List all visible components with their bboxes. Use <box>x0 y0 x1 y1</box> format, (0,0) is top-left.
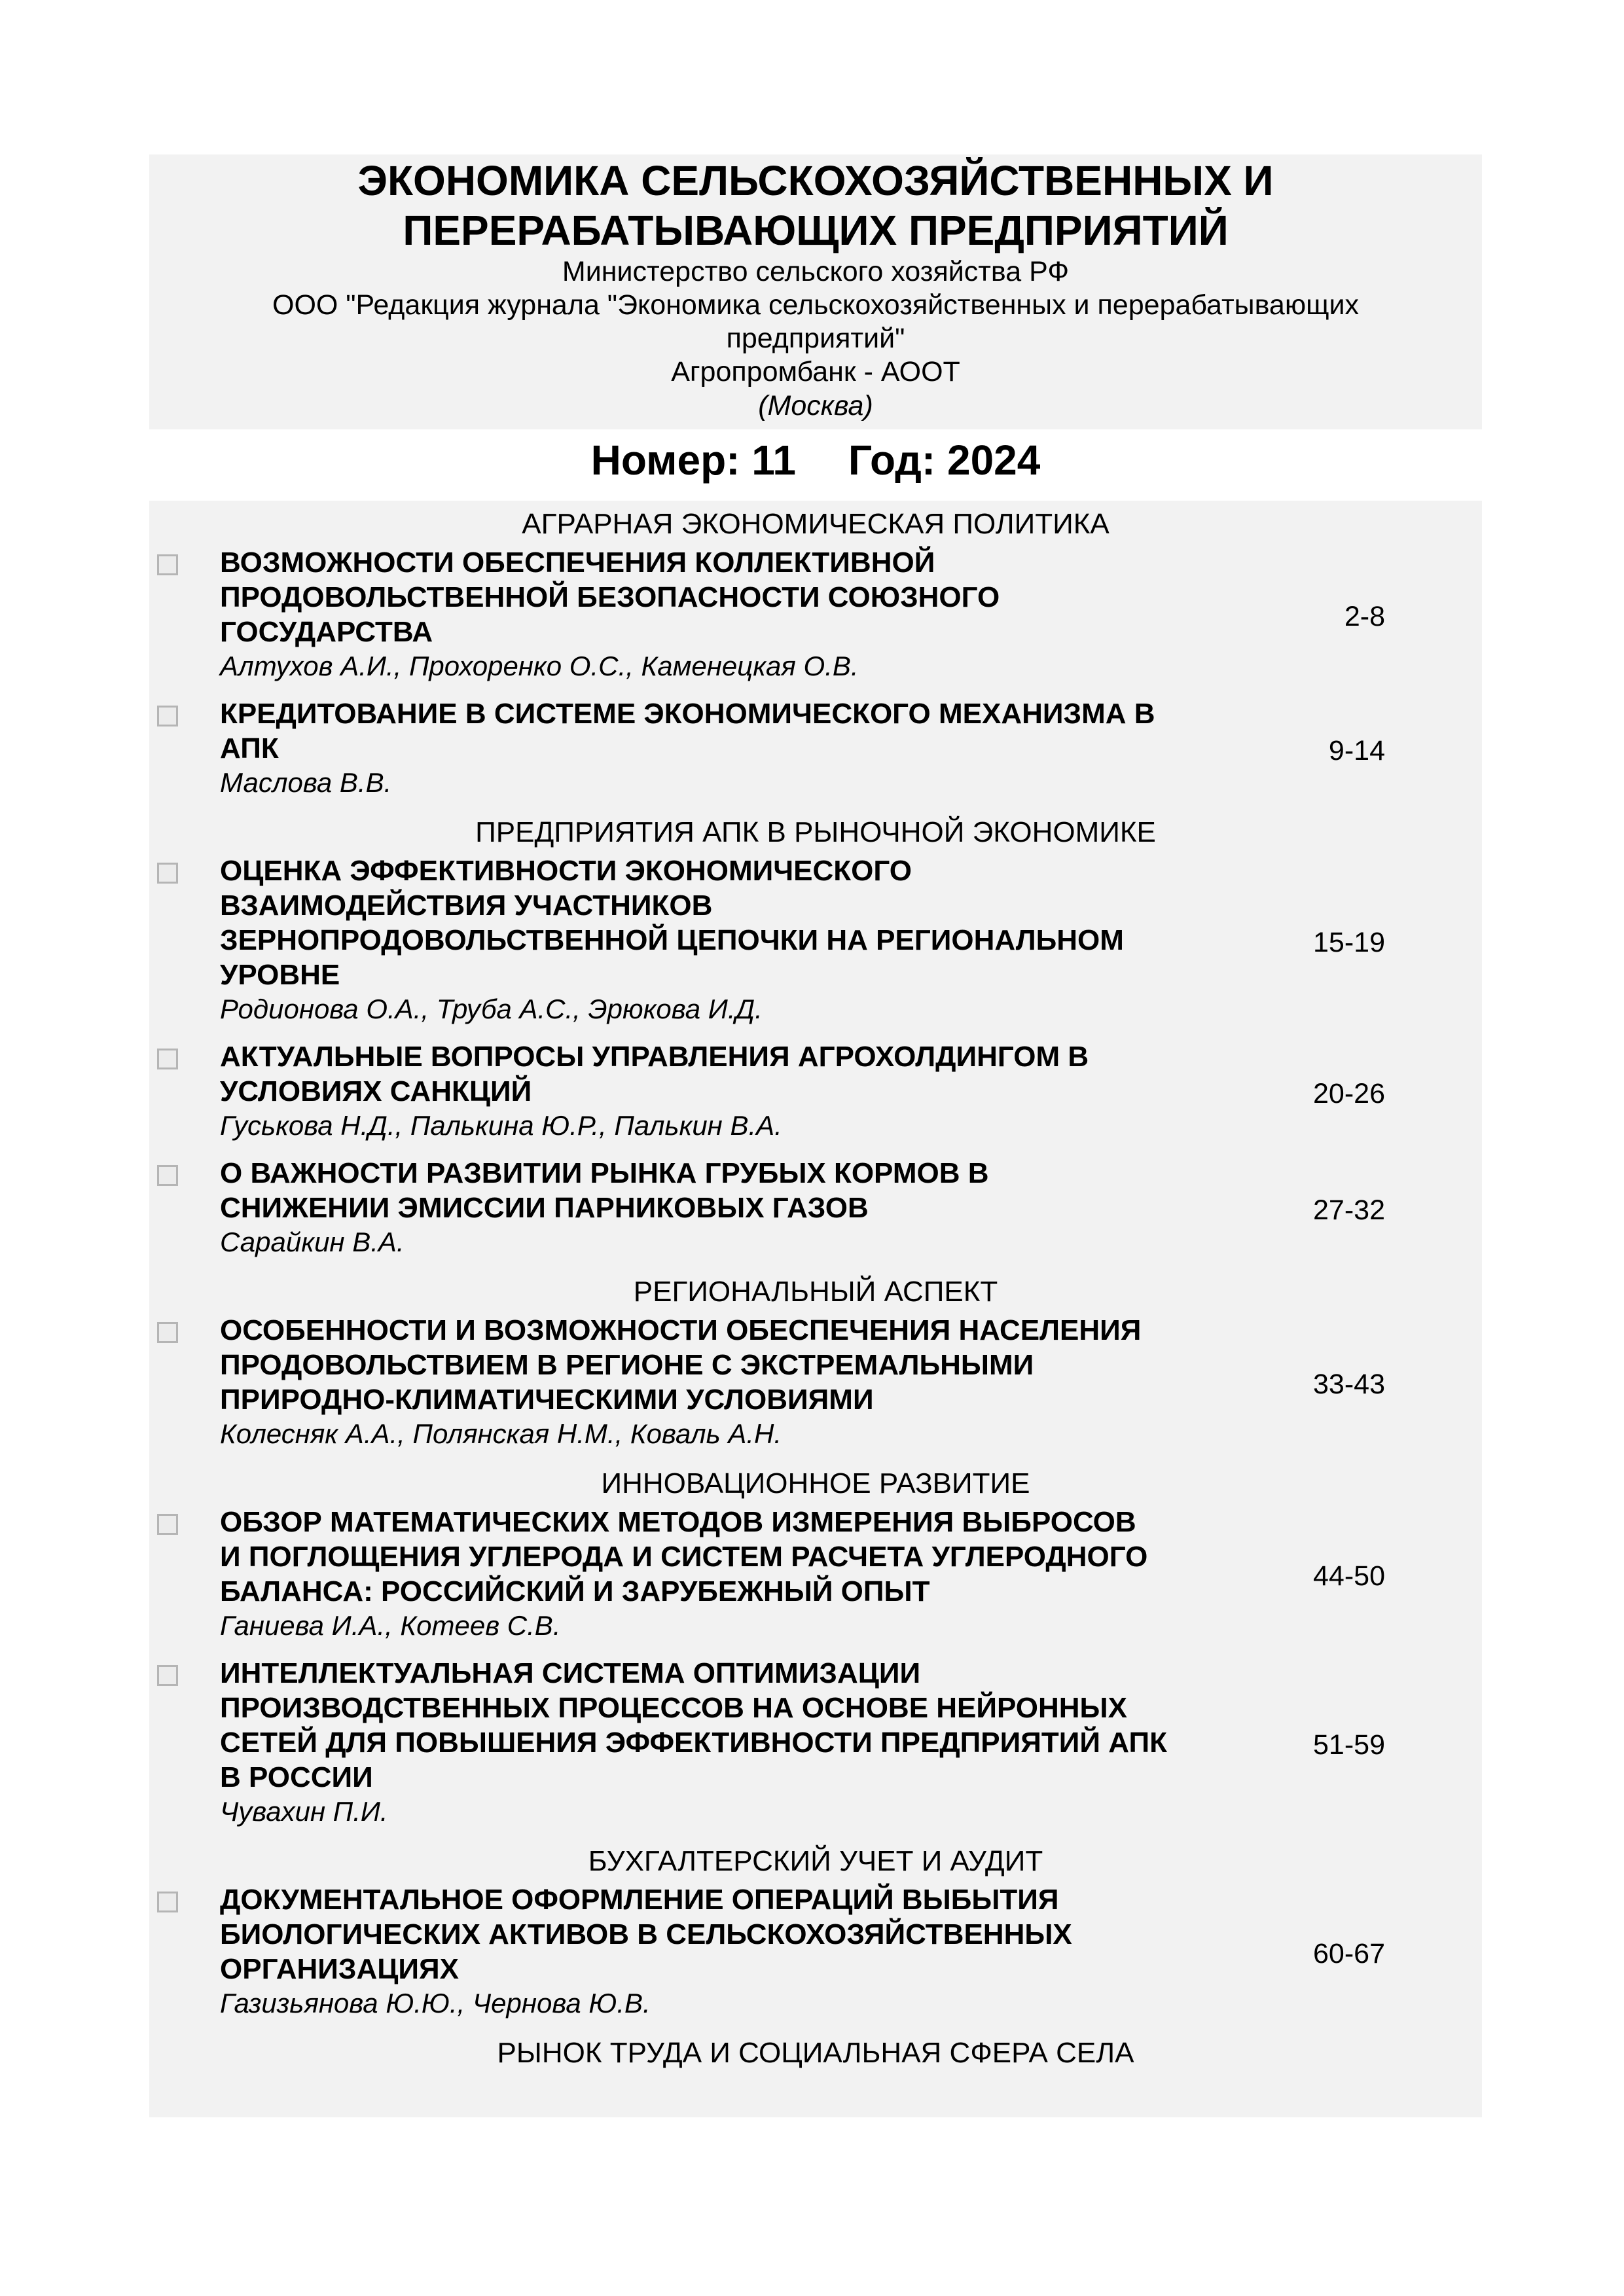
article-body <box>220 1882 1287 2020</box>
article-checkbox[interactable] <box>157 554 178 575</box>
issue-number: Номер: 11 <box>590 437 796 484</box>
article-title-line: ГОСУДАРСТВА <box>220 616 433 648</box>
publisher-bank: Агропромбанк - АООТ <box>671 356 960 387</box>
article-authors: Ганиева И.А., Котеев С.В. <box>220 1610 561 1641</box>
article-title-link[interactable] <box>220 1156 1287 1225</box>
article-title-line: ПРОДОВОЛЬСТВИЕМ В РЕГИОНЕ С ЭКСТРЕМАЛЬНЫМИ <box>220 1349 1034 1381</box>
article-entry <box>149 1309 1482 1460</box>
article-title-line: КРЕДИТОВАНИЕ В СИСТЕМЕ ЭКОНОМИЧЕСКОГО МЕХАНИЗМА В <box>220 698 1155 730</box>
table-of-contents <box>149 501 1482 2117</box>
article-checkbox[interactable] <box>157 706 178 726</box>
issue-info <box>149 425 1482 495</box>
section-heading: ИННОВАЦИОННОЕ РАЗВИТИЕ <box>601 1467 1030 1499</box>
article-authors: Гуськова Н.Д., Палькина Ю.Р., Палькин В.А. <box>220 1110 782 1141</box>
article-pages: 60-67 <box>1313 1938 1385 1969</box>
article-authors: Газизьянова Ю.Ю., Чернова Ю.В. <box>220 1988 651 2018</box>
section-heading: РЫНОК ТРУДА И СОЦИАЛЬНАЯ СФЕРА СЕЛА <box>497 2037 1134 2069</box>
article-title-line: ВОЗМОЖНОСТИ ОБЕСПЕЧЕНИЯ КОЛЛЕКТИВНОЙ <box>220 547 935 579</box>
article-pages: 44-50 <box>1313 1560 1385 1592</box>
article-body <box>220 1656 1287 1829</box>
article-title-line: В РОССИИ <box>220 1761 373 1793</box>
journal-header <box>149 154 1482 423</box>
article-checkbox[interactable] <box>157 1165 178 1186</box>
article-body <box>220 696 1287 800</box>
section-heading: АГРАРНАЯ ЭКОНОМИЧЕСКАЯ ПОЛИТИКА <box>522 508 1110 540</box>
article-title-line: СЕТЕЙ ДЛЯ ПОВЫШЕНИЯ ЭФФЕКТИВНОСТИ ПРЕДПРИЯТИЙ АПК <box>220 1727 1167 1759</box>
journal-title-line: ЭКОНОМИКА СЕЛЬСКОХОЗЯЙСТВЕННЫХ И <box>357 157 1274 204</box>
article-pages: 9-14 <box>1328 734 1385 766</box>
article-body <box>220 1505 1287 1643</box>
article-checkbox[interactable] <box>157 1514 178 1535</box>
article-title-line: ОСОБЕННОСТИ И ВОЗМОЖНОСТИ ОБЕСПЕЧЕНИЯ НАСЕЛЕНИЯ <box>220 1314 1142 1346</box>
article-pages: 20-26 <box>1313 1077 1385 1109</box>
article-title-line: ПРОИЗВОДСТВЕННЫХ ПРОЦЕССОВ НА ОСНОВЕ НЕЙРОННЫХ <box>220 1692 1127 1724</box>
article-entry <box>149 692 1482 809</box>
article-title-line: БАЛАНСА: РОССИЙСКИЙ И ЗАРУБЕЖНЫЙ ОПЫТ <box>220 1575 930 1607</box>
publisher-editorial-line2: предприятий" <box>726 323 905 354</box>
article-entry <box>149 1501 1482 1652</box>
article-authors: Сарайкин В.А. <box>220 1227 405 1257</box>
article-title-line: СНИЖЕНИИ ЭМИССИИ ПАРНИКОВЫХ ГАЗОВ <box>220 1192 869 1224</box>
article-body <box>220 1313 1287 1451</box>
article-title-line: АКТУАЛЬНЫЕ ВОПРОСЫ УПРАВЛЕНИЯ АГРОХОЛДИНГОМ В <box>220 1041 1089 1073</box>
article-checkbox[interactable] <box>157 863 178 884</box>
article-entry <box>149 850 1482 1035</box>
article-entry <box>149 1652 1482 1838</box>
article-authors: Чувахин П.И. <box>220 1796 388 1827</box>
article-title-line: О ВАЖНОСТИ РАЗВИТИИ РЫНКА ГРУБЫХ КОРМОВ В <box>220 1157 989 1189</box>
article-title-line: ПРИРОДНО-КЛИМАТИЧЕСКИМИ УСЛОВИЯМИ <box>220 1384 874 1416</box>
article-title-link[interactable] <box>220 545 1287 649</box>
article-body <box>220 853 1287 1026</box>
journal-title <box>149 156 1482 255</box>
journal-title-line: ПЕРЕРАБАТЫВАЮЩИХ ПРЕДПРИЯТИЙ <box>403 207 1229 254</box>
article-authors: Родионова О.А., Труба А.С., Эрюкова И.Д. <box>220 994 763 1024</box>
article-title-line: БИОЛОГИЧЕСКИХ АКТИВОВ В СЕЛЬСКОХОЗЯЙСТВЕННЫХ <box>220 1918 1072 1950</box>
section-heading: РЕГИОНАЛЬНЫЙ АСПЕКТ <box>633 1276 998 1308</box>
article-body <box>220 1039 1287 1143</box>
article-title-link[interactable] <box>220 1505 1287 1609</box>
article-title-line: ИНТЕЛЛЕКТУАЛЬНАЯ СИСТЕМА ОПТИМИЗАЦИИ <box>220 1657 921 1689</box>
article-title-line: УСЛОВИЯХ САНКЦИЙ <box>220 1075 532 1107</box>
article-title-line: ОЦЕНКА ЭФФЕКТИВНОСТИ ЭКОНОМИЧЕСКОГО <box>220 855 912 887</box>
article-pages: 33-43 <box>1313 1369 1385 1400</box>
article-entry <box>149 1152 1482 1268</box>
issue-year: Год: 2024 <box>848 437 1041 484</box>
article-body <box>220 545 1287 683</box>
article-authors: Колесняк А.А., Полянская Н.М., Коваль А.Н. <box>220 1418 782 1449</box>
article-title-line: ПРОДОВОЛЬСТВЕННОЙ БЕЗОПАСНОСТИ СОЮЗНОГО <box>220 581 1000 613</box>
article-title-link[interactable] <box>220 853 1287 992</box>
article-checkbox[interactable] <box>157 1322 178 1343</box>
article-title-line: И ПОГЛОЩЕНИЯ УГЛЕРОДА И СИСТЕМ РАСЧЕТА УГЛЕРОДНОГО <box>220 1541 1148 1573</box>
article-title-line: ДОКУМЕНТАЛЬНОЕ ОФОРМЛЕНИЕ ОПЕРАЦИЙ ВЫБЫТИЯ <box>220 1884 1059 1916</box>
article-checkbox[interactable] <box>157 1049 178 1069</box>
article-entry <box>149 1035 1482 1152</box>
article-title-link[interactable] <box>220 1039 1287 1109</box>
article-title-line: ВЗАИМОДЕЙСТВИЯ УЧАСТНИКОВ <box>220 889 713 922</box>
article-title-link[interactable] <box>220 1313 1287 1417</box>
city: (Москва) <box>758 390 873 422</box>
article-title-line: ОБЗОР МАТЕМАТИЧЕСКИХ МЕТОДОВ ИЗМЕРЕНИЯ ВЫБРОСОВ <box>220 1506 1136 1538</box>
article-title-link[interactable] <box>220 696 1287 766</box>
article-authors: Алтухов А.И., Прохоренко О.С., Каменецкая О.В. <box>220 651 859 681</box>
article-pages: 15-19 <box>1313 926 1385 958</box>
article-title-line: ЗЕРНОПРОДОВОЛЬСТВЕННОЙ ЦЕПОЧКИ НА РЕГИОНАЛЬНОМ <box>220 924 1124 956</box>
article-checkbox[interactable] <box>157 1665 178 1686</box>
article-pages: 27-32 <box>1313 1194 1385 1226</box>
article-title-link[interactable] <box>220 1882 1287 1986</box>
section-heading: ПРЕДПРИЯТИЯ АПК В РЫНОЧНОЙ ЭКОНОМИКЕ <box>475 816 1156 848</box>
article-pages: 51-59 <box>1313 1729 1385 1761</box>
article-entry <box>149 541 1482 692</box>
article-title-line: ОРГАНИЗАЦИЯХ <box>220 1953 459 1985</box>
article-title-line: УРОВНЕ <box>220 959 340 991</box>
article-checkbox[interactable] <box>157 1892 178 1912</box>
article-title-link[interactable] <box>220 1656 1287 1795</box>
publisher-ministry: Министерство сельского хозяйства РФ <box>562 256 1070 287</box>
publisher-editorial-line1: ООО "Редакция журнала "Экономика сельскохозяйственных и перерабатывающих <box>272 289 1359 321</box>
section-heading: БУХГАЛТЕРСКИЙ УЧЕТ И АУДИТ <box>588 1845 1043 1877</box>
article-authors: Маслова В.В. <box>220 767 392 798</box>
article-entry <box>149 1878 1482 2030</box>
article-pages: 2-8 <box>1344 601 1385 632</box>
article-body <box>220 1156 1287 1259</box>
article-title-line: АПК <box>220 732 279 764</box>
